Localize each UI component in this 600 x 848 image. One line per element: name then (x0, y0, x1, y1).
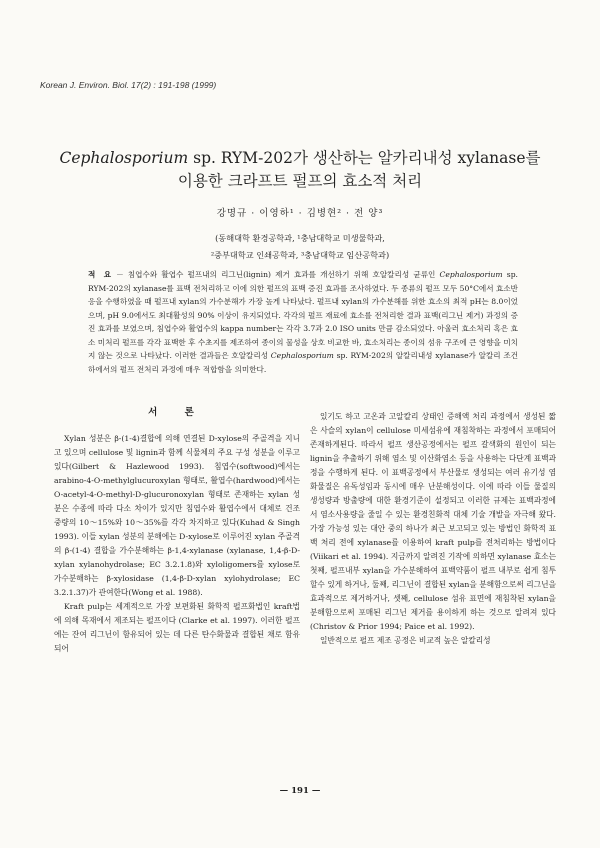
abstract-label: 적 요 (88, 270, 114, 279)
abstract-text-1: － 침엽수와 활엽수 펄프내의 리그닌(lignin) 제거 효과를 개선하기 위해 호알칼리성 균류인 (116, 270, 440, 279)
affiliation-line-1: (동해대학 환경공학과, ¹충남대학교 미생물학과, (215, 233, 385, 243)
affiliations (40, 230, 560, 264)
abstract (88, 268, 518, 376)
affiliation-line-2: ²중부대학교 인쇄공학과, ³충남대학교 임산공학과) (210, 250, 390, 260)
intro-paragraph-3: 있기도 하고 고온과 고알칼리 상태인 증해액 처리 과정에서 생성된 짧은 사슬의 xylan이 cellulose 미세섬유에 재침착하는 과정에서 포매되어 존재하게된다. 따라서 펄프 생산공정에서는 펄프 갈색화의 원인이 되는 lignin을 추출하기 위해 염소 및 이산화염소 등을 사용하는 다단계 표백과정을 수행하게 된다. 이 표백공정에서 부산물로 생성되는 여러 유기성 염화물질은 유독성임과 동시에 매우 난분해성이다. 이에 따라 이들 물질의 생성량과 방출량에 대한 환경기준이 설정되고 이러한 규제는 표백과정에서 염소사용량을 줄일 수 있는 환경친화적 대체 기술 개발을 자극해 왔다. 가장 가능성 있는 대안 중의 하나가 최근 보고되고 있는 방법인 화학적 표백 처리 전에 xylanase를 이용하여 kraft pulp를 전처리하는 방법이다(Viikari et al. 1994). 지금까지 알려진 기작에 의하면 xylanase 효소는 첫째, 펄프내부 xylan을 가수분해하여 표백약품이 펄프 내부로 쉽게 침투할수 있게 하거나, 둘째, 리그닌이 결합된 xylan을 분해함으로써 리그닌을 효과적으로 제거하거나, 셋째, cellulose 섬유 표면에 재침착된 xylan을 분해함으로써 포매된 리그닌 제거를 용이하게 하는 것으로 알려져 있다(Christov & Prior 1994; Paice et al. 1992). (310, 412, 556, 631)
title-line-1 (40, 147, 560, 170)
abstract-species-1: Cephalosporium (439, 270, 503, 279)
section-heading-introduction: 서 론 (148, 407, 206, 418)
right-column (310, 410, 556, 648)
abstract-species-2: Cephalosporium (270, 351, 334, 360)
abstract-text-3: sp. RYM-202의 알칼리내성 xylanase가 알칼리 조건하에서의 펄프 전처리 과정에 매우 적합함을 의미한다. (88, 351, 518, 374)
left-column (54, 432, 300, 656)
title-species: Cephalosporium (59, 149, 189, 167)
paper-title (40, 147, 560, 193)
intro-paragraph-1: Xylan 성분은 β-(1-4)결합에 의해 연결된 D-xylose의 주골격을 지니고 있으며 cellulose 및 lignin과 함께 식물체의 주요 구성 성분을 이루고 있다(Gilbert & Hazlewood 1993). 침엽수(softwood)에서는 arabino-4-O-methylglucuroxylan 형태로, 활엽수(hardwood)에서는 O-acetyl-4-O-methyl-D-glucuronoxylan 형태로 존재하는 xylan 성분은 수종에 따라 다소 차이가 있지만 침엽수와 활엽수에서 대체로 건조 중량의 10～15%와 10～35%를 각각 차지하고 있다(Kuhad & Singh 1993). 이들 xylan 성분의 분해에는 D-xylose로 이루어진 xylan 주골격의 β-(1-4) 결합을 가수분해하는 β-1,4-xylanase (xylanase, 1,4-β-D-xylan xylanohydrolase; EC 3.2.1.8)와 xyloligomers를 xylose로 가수분해하는 β-xylosidase (1,4-β-D-xylan xylohydrolase; EC 3.2.1.37)가 관여한다(Wong et al. 1988). (54, 434, 300, 597)
intro-paragraph-2: Kraft pulp는 세계적으로 가장 보편화된 화학적 펄프화법인 kraft법에 의해 목재에서 제조되는 펄프이다 (Clarke et al. 1997). 이러한 펄프에는 잔여 리그닌이 함유되어 있는 데 다른 탄수화물과 결합된 채로 함유되어 (54, 602, 300, 653)
title-line-1-rest: sp. RYM-202가 생산하는 알카리내성 xylanase를 (188, 149, 541, 167)
abstract-text-2: sp. RYM-202의 xylanase를 표백 전처리하고 이에 의한 펄프의 표백 증진 효과를 조사하였다. 두 종류의 펄프 모두 50°C에서 효소반응을 수행하였을 때 펄프내 xylan의 가수분해가 가장 높게 나타났다. 펄프내 xylan의 가수분해를 위한 효소의 최적 pH는 8.0이었으며, pH 9.0에서도 최대활성의 90% 이상이 유지되었다. 각각의 펄프 재료에 효소를 전처리한 결과 표백(리그닌 제거) 과정의 증진 효과를 보였으며, 침엽수와 활엽수의 kappa number는 각각 3.7과 2.0 ISO units 만큼 감소되었다. 아울러 효소처리 혹은 효소 미처리 펄프를 각각 표백한 후 수초지를 제조하여 종이의 물성을 상호 비교한 바, 효소처리는 종이의 섬유 구조에 큰 영향을 미치지 않는 것으로 나타났다. 이러한 결과들은 호알칼리성 (88, 270, 518, 360)
author-list: 강명규 · 이영하¹ · 김병현² · 전 양³ (216, 208, 384, 219)
page-number: — 191 — (279, 786, 321, 796)
title-line-2: 이용한 크라프트 펄프의 효소적 처리 (177, 172, 423, 190)
intro-paragraph-4: 일반적으로 펄프 제조 공정은 비교적 높은 알칼리성 (320, 636, 491, 645)
journal-citation: Korean J. Environ. Biol. 17(2) : 191-198 (1999) (40, 80, 217, 90)
